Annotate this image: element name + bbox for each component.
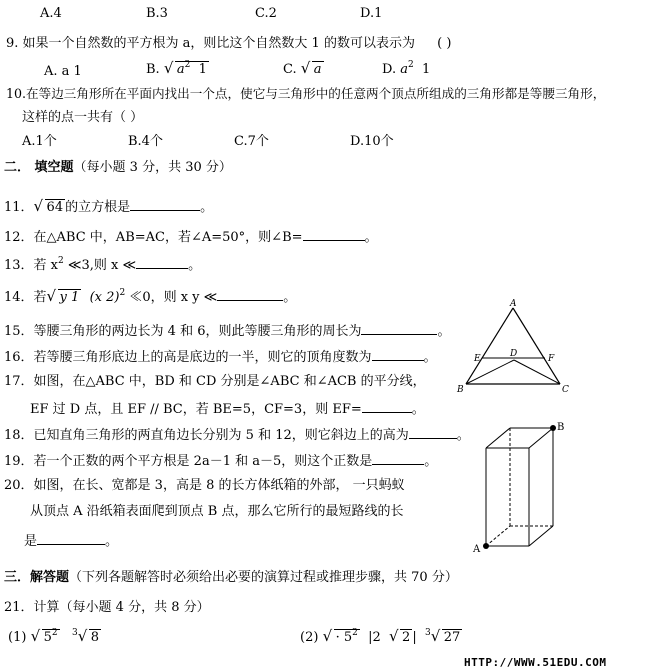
q11-sqrt — [34, 200, 66, 216]
q21-part2-radicand: · 5 — [335, 630, 353, 645]
triangle-label-f: F — [548, 354, 555, 364]
q13-exponent: 2 — [58, 256, 64, 266]
triangle-label-e: E — [474, 354, 481, 364]
q21-title: 21．计算（每小题 4 分，共 8 分） — [4, 600, 210, 615]
q21-part1-cube-index: 3 — [71, 628, 78, 638]
q17-line1: 17．如图，在△ABC 中，BD 和 CD 分别是∠ABC 和∠ACB 的平分线， — [4, 374, 426, 389]
q21-part2-label: (2) — [300, 630, 319, 645]
box-point-b — [550, 425, 556, 431]
q11-end: 。 — [200, 200, 214, 215]
q21-part2-sqrt-two-radicand: 2 — [402, 630, 411, 645]
q11-radicand: 64 — [46, 200, 64, 215]
q19 — [4, 452, 437, 470]
q11-answer-blank[interactable] — [130, 198, 200, 211]
q17-line2 — [30, 400, 425, 418]
q11 — [4, 198, 213, 216]
q20-line3 — [24, 532, 118, 550]
q21-part2-exponent: 2 — [352, 628, 358, 638]
box-edge-top-left — [486, 428, 510, 448]
q9-option-d-suffix: 1 — [422, 62, 431, 77]
q21-part2-cube-root — [431, 630, 463, 646]
q21-part1-radicand: 5 — [43, 630, 52, 645]
q21-part1-label: (1) — [8, 630, 27, 645]
q9-option-c-radicand: a — [313, 62, 322, 77]
box-edge-bottom-right — [529, 526, 553, 546]
q14-answer-blank[interactable] — [217, 288, 283, 301]
q21-part1-cube-root — [78, 630, 101, 646]
q8-option-c: C.2 — [255, 6, 277, 21]
q19-answer-blank[interactable] — [372, 452, 424, 465]
triangle-label-d: D — [510, 349, 518, 359]
q9-option-d — [382, 62, 430, 78]
q15-answer-blank[interactable] — [361, 322, 437, 335]
q10-option-c: C.7个 — [234, 134, 269, 149]
q9-option-b — [146, 62, 209, 78]
q9-option-c-sqrt — [301, 62, 324, 78]
q21-part2-cube-index: 3 — [424, 628, 431, 638]
q16-end: 。 — [423, 350, 437, 365]
section-3-note: （下列各题解答时必须给出必要的演算过程或推理步骤，共 70 分） — [69, 570, 458, 585]
q15-text: 15．等腰三角形的两边长为 4 和 6，则此等腰三角形的周长为 — [4, 324, 362, 339]
q15 — [4, 322, 451, 340]
q8-option-d: D.1 — [360, 6, 383, 21]
section-2-heading — [4, 160, 232, 176]
q9-question — [6, 36, 451, 52]
q18-text: 18．已知直角三角形的两直角边长分别为 5 和 12，则它斜边上的高为 — [4, 428, 409, 443]
q9-option-d-exponent: 2 — [408, 60, 414, 70]
q20-answer-blank[interactable] — [37, 532, 105, 545]
q19-text: 19．若一个正数的两个平方根是 2a－1 和 a－5，则这个正数是 — [4, 454, 373, 469]
q9-option-c — [283, 62, 324, 78]
q20-line1: 20．如图，在长、宽都是 3，高是 8 的长方体纸箱的外部， 一只蚂蚁 — [4, 478, 405, 493]
q11-num: 11． — [4, 200, 34, 215]
q10-option-d: D.10个 — [350, 134, 394, 149]
q13-suffix: ≪3,则 x ≪ — [63, 258, 137, 273]
q9-option-d-base: a — [400, 62, 408, 77]
q10-option-b: B.4个 — [128, 134, 163, 149]
q21-part2-sqrt-two — [389, 630, 412, 646]
q14-prefix: 14．若 — [4, 290, 47, 305]
q9-answer-paren: ( ) — [437, 36, 452, 51]
triangle-figure — [456, 296, 576, 396]
q14-end: 。 — [283, 290, 297, 305]
triangle-label-c: C — [562, 385, 569, 395]
q12-answer-blank[interactable] — [303, 228, 365, 241]
q9-option-b-exponent: 2 — [184, 60, 191, 70]
box-edge-top-right — [529, 428, 553, 448]
section-3-title: 三．解答题 — [4, 570, 70, 585]
q19-end: 。 — [424, 454, 438, 469]
q21-part1 — [8, 630, 101, 646]
q20-text: 是 — [24, 534, 38, 549]
q9-option-a: A. a 1 — [44, 64, 82, 79]
q17-text: EF 过 D 点，且 EF // BC，若 BE=5，CF=3，则 EF= — [30, 402, 362, 417]
triangle-side-ac — [513, 308, 560, 384]
section-2-title: 二． 填空题 — [4, 160, 74, 175]
triangle-label-b: B — [457, 385, 464, 395]
q13 — [4, 256, 201, 274]
q14-middle: (x 2) — [89, 290, 120, 305]
q9-option-b-radicand: a — [176, 62, 185, 77]
q8-option-b: B.3 — [146, 6, 168, 21]
q10-line1: 10.在等边三角形所在平面内找出一个点，使它与三角形中的任意两个顶点所组成的三角形都是等腰三角形， — [6, 86, 606, 101]
q14-radicand: y 1 — [59, 290, 80, 305]
q8-option-a: A.4 — [40, 6, 62, 21]
q15-end: 。 — [437, 324, 451, 339]
q9-option-d-prefix: D. — [382, 62, 397, 77]
q17-end: 。 — [411, 402, 425, 417]
q12-text: 12．在△ABC 中，AB=AC，若∠A=50°，则∠B= — [4, 230, 303, 245]
box-label-b: B — [557, 422, 565, 433]
q13-prefix: 13．若 x — [4, 258, 59, 273]
q16 — [4, 348, 437, 366]
box-edge-hidden-left — [486, 526, 510, 546]
q21-part1-sqrt — [31, 630, 60, 646]
q14-exponent: 2 — [119, 288, 126, 298]
q10-line2: 这样的点一共有（ ） — [22, 110, 144, 125]
q9-option-b-prefix: B. — [146, 62, 160, 77]
box-label-a: A — [473, 544, 481, 555]
q14-sqrt — [47, 290, 82, 306]
watermark: HTTP://WWW.51EDU.COM — [464, 656, 607, 669]
q13-end: 。 — [188, 258, 202, 273]
q18-end: 。 — [456, 428, 470, 443]
q18 — [4, 426, 470, 444]
q21-part1-exponent: 2 — [51, 628, 58, 638]
q14-suffix: ≪0，则 x y ≪ — [125, 290, 218, 305]
q17-answer-blank[interactable] — [362, 400, 412, 413]
q16-text: 16．若等腰三角形底边上的高是底边的一半，则它的顶角度数为 — [4, 350, 372, 365]
q14 — [4, 288, 296, 306]
q21-part2-abs-value: 2 — [372, 630, 381, 645]
q9-text: 9. 如果一个自然数的平方根为 a，则比这个自然数大 1 的数可以表示为 — [6, 36, 415, 51]
box-point-a — [483, 543, 489, 549]
box-figure — [468, 416, 578, 558]
q16-answer-blank[interactable] — [372, 348, 424, 361]
q20-line2: 从顶点 A 沿纸箱表面爬到顶点 B 点，那么它所行的最短路线的长 — [30, 504, 404, 519]
q20-end: 。 — [105, 534, 119, 549]
section-3-heading — [4, 570, 458, 586]
q21-part2-sqrt — [323, 630, 360, 646]
triangle-label-a: A — [510, 299, 517, 309]
q12-end: 。 — [364, 230, 378, 245]
q18-answer-blank[interactable] — [409, 426, 457, 439]
q21-part1-cube-radicand: 8 — [90, 630, 99, 645]
q9-option-c-prefix: C. — [283, 62, 297, 77]
q9-option-b-sqrt — [164, 62, 209, 78]
q10-option-a: A.1个 — [22, 134, 57, 149]
q21-part2-cube-radicand: 27 — [443, 630, 461, 645]
section-2-note: （每小题 3 分，共 30 分） — [73, 160, 232, 175]
q12 — [4, 228, 378, 246]
q9-option-b-suffix: 1 — [198, 62, 207, 77]
q13-answer-blank[interactable] — [136, 256, 188, 269]
q21-part2: (2) √ · $5^2$ |2 √ 2 | $^3$√ 27 — [300, 630, 462, 646]
q11-text: 的立方根是 — [65, 200, 131, 215]
